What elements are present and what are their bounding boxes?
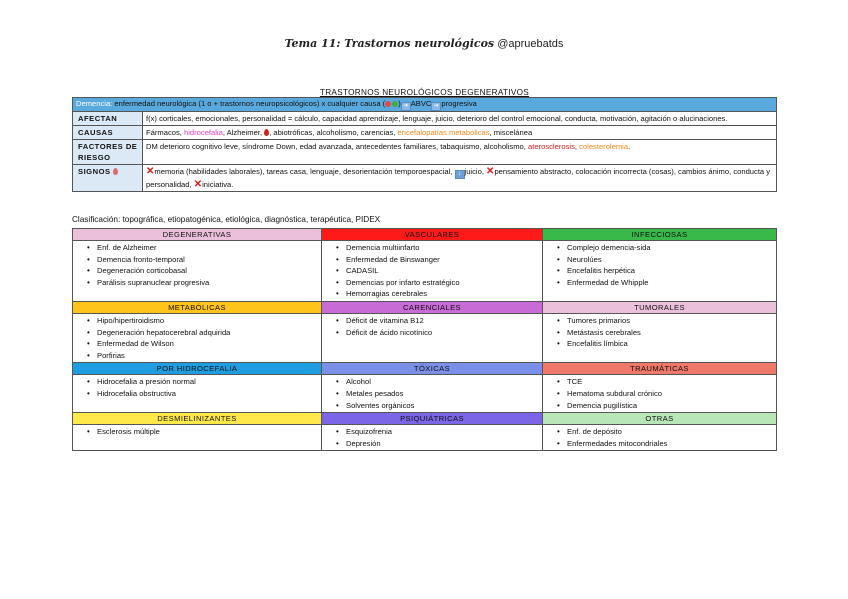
classification-line: Clasificación: topográfica, etiopatogénica, etiológica, diagnóstica, terapéutica, PIDEX	[72, 215, 381, 224]
row-text: ✕memoria (habilidades laborales), tareas casa, lenguaje, desorientación temporoespacial, ↓ juicio, ✕pensamiento abstracto, colocación incorrecta (cosas), cambios ánimo, conducta y personalidad, ✕iniciativa.	[143, 165, 777, 192]
list-item: • Déficit de ácido nicotínico	[338, 327, 542, 339]
list-item: • Enfermedad de Binswanger	[338, 254, 542, 266]
category-header: PSIQUIÁTRICAS	[322, 413, 543, 425]
list-item: • TCE	[559, 376, 776, 388]
definition-abvc: ABVC	[410, 99, 432, 108]
red-flower-icon	[385, 101, 391, 107]
items-row	[73, 375, 777, 413]
list-item: • Déficit de vitamina B12	[338, 315, 542, 327]
definition-tail: progresiva	[441, 99, 477, 108]
category-list	[322, 375, 542, 412]
row-text: Fármacos, hidrocefalia, Alzheimer, , abiotróficas, alcoholismo, carencias, encefalopatías metabólicas, miscelánea	[143, 126, 777, 140]
definition-text: enfermedad neurológica (1 o + trastornos neuropsicológicos) x cualquier causa (	[112, 99, 386, 108]
row-causas	[73, 126, 777, 140]
row-label: AFECTAN	[73, 112, 143, 126]
list-item: • Hidrocefalia obstructiva	[89, 388, 321, 400]
list-item: • Degeneración corticobasal	[89, 265, 321, 277]
list-item: • CADASIL	[338, 265, 542, 277]
list-item: • Encefalitis herpética	[559, 265, 776, 277]
list-item: • Tumores primarios	[559, 315, 776, 327]
category-list	[73, 425, 321, 439]
right-arrow-icon: ➔	[431, 102, 441, 111]
items-row	[73, 425, 777, 451]
list-item: • Enf. de depósito	[559, 426, 776, 438]
category-header: POR HIDROCEFALIA	[73, 363, 322, 375]
category-header: CARENCIALES	[322, 301, 543, 313]
row-text: f(x) corticales, emocionales, personalidad = cálculo, capacidad aprendizaje, lenguaje, juicio, deterioro del control emocional, conducta, motivación, agitación o alucinaciones.	[143, 112, 777, 126]
right-arrow-icon: ➔	[401, 102, 411, 111]
list-item: • Hidrocefalia a presión normal	[89, 376, 321, 388]
list-item: • Esclerosis múltiple	[89, 426, 321, 438]
classification-table	[72, 228, 777, 451]
list-item: • Porfirias	[89, 350, 321, 362]
cross-icon: ✕	[146, 166, 155, 177]
overview-table	[72, 97, 777, 192]
category-header: TÓXICAS	[322, 363, 543, 375]
list-item: • Demencia pugilística	[559, 400, 776, 412]
row-label: SIGNOS	[73, 165, 143, 192]
list-item: • Demencia multiinfarto	[338, 242, 542, 254]
row-label: CAUSAS	[73, 126, 143, 140]
list-item: • Solventes orgánicos	[338, 400, 542, 412]
category-list	[73, 314, 321, 362]
category-list	[322, 314, 542, 339]
title-topic: Tema 11: Trastornos neurológicos	[284, 37, 495, 50]
title-handle: @apruebatds	[497, 38, 564, 50]
list-item: • Metales pesados	[338, 388, 542, 400]
list-item: • Parálisis supranuclear progresiva	[89, 277, 321, 289]
list-item: • Degeneración hepatocerebral adquirida	[89, 327, 321, 339]
cross-icon: ✕	[486, 166, 495, 177]
header-row	[73, 229, 777, 241]
category-header: INFECCIOSAS	[543, 229, 777, 241]
list-item: • Encefalitis límbica	[559, 338, 776, 350]
list-item: • Demencia fronto-temporal	[89, 254, 321, 266]
signs-icon	[113, 168, 118, 175]
list-item: • Hematoma subdural crónico	[559, 388, 776, 400]
category-list	[73, 241, 321, 289]
list-item: • Enfermedad de Wilson	[89, 338, 321, 350]
list-item: • Esquizofrenia	[338, 426, 542, 438]
list-item: • Enfermedad de Whipple	[559, 277, 776, 289]
cross-icon: ✕	[193, 179, 203, 190]
category-header: DEGENERATIVAS	[73, 229, 322, 241]
category-header: TUMORALES	[543, 301, 777, 313]
list-item: • Neurolúes	[559, 254, 776, 266]
list-item: • Demencias por infarto estratégico	[338, 277, 542, 289]
category-header: DESMIELINIZANTES	[73, 413, 322, 425]
list-item: • Hemorragias cerebrales	[338, 288, 542, 300]
row-signos	[73, 165, 777, 192]
category-list	[543, 425, 776, 450]
row-afectan	[73, 112, 777, 126]
category-list	[322, 425, 542, 450]
row-factores	[73, 140, 777, 165]
definition-row	[73, 98, 777, 112]
row-text: DM deterioro cognitivo leve, síndrome Down, edad avanzada, antecedentes familiares, tabaquismo, alcoholismo, aterosclerosis, colesterolemia.	[143, 140, 777, 165]
down-arrow-icon: ↓	[455, 170, 465, 179]
definition-term: Demencia:	[76, 99, 113, 108]
list-item: • Alcohol	[338, 376, 542, 388]
list-item: • Complejo demencia-sida	[559, 242, 776, 254]
category-header: OTRAS	[543, 413, 777, 425]
row-label: FACTORES DE RIESGO	[73, 140, 143, 165]
list-item: • Enf. de Alzheimer	[89, 242, 321, 254]
list-item: • Enfermedades mitocondriales	[559, 438, 776, 450]
category-list	[543, 375, 776, 412]
green-flower-icon	[392, 101, 398, 107]
list-item: • Hipo/hipertiroidismo	[89, 315, 321, 327]
items-row	[73, 313, 777, 362]
items-row	[73, 241, 777, 302]
category-list	[73, 375, 321, 400]
section-title: TRASTORNOS NEUROLÓGICOS DEGENERATIVOS	[319, 88, 530, 97]
header-row	[73, 363, 777, 375]
category-header: TRAUMÁTICAS	[543, 363, 777, 375]
definition-cell: Demencia: enfermedad neurológica (1 o + trastornos neuropsicológicos) x cualquier causa ( ) ➔ ABVC ➔ progresiva	[73, 98, 777, 112]
category-header: METABÓLICAS	[73, 301, 322, 313]
header-row	[73, 301, 777, 313]
category-list	[543, 314, 776, 351]
category-header: VASCULARES	[322, 229, 543, 241]
category-list	[322, 241, 542, 301]
list-item: • Metástasis cerebrales	[559, 327, 776, 339]
header-row	[73, 413, 777, 425]
category-list	[543, 241, 776, 289]
document-title	[0, 37, 848, 50]
list-item: • Depresión	[338, 438, 542, 450]
